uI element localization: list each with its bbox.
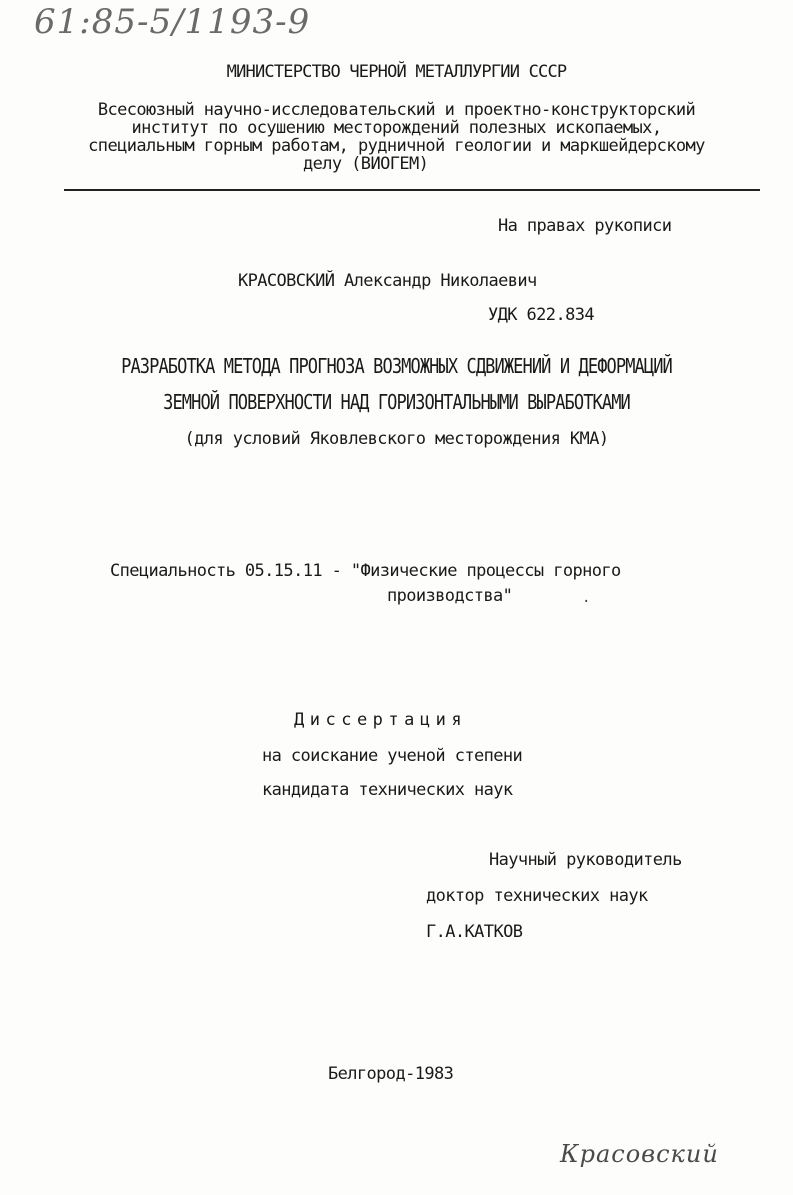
institute-line-3: специальным горным работам, рудничной геологии и маркшейдерскому: [88, 136, 705, 156]
supervisor-label: Научный руководитель: [489, 850, 682, 870]
supervisor-name: Г.А.КАТКОВ: [426, 922, 523, 942]
institute-line-2: институт по осушению месторождений полезных ископаемых,: [131, 118, 662, 138]
manuscript-note: На правах рукописи: [498, 216, 672, 236]
header-divider: [64, 189, 760, 191]
archive-mark: 61:85-5/1193-9: [34, 2, 311, 42]
institute-line-1: Всесоюзный научно-исследовательский и проектно-конструкторский: [97, 100, 696, 120]
supervisor-degree: доктор технических наук: [426, 886, 648, 906]
specialty-line-1: Специальность 05.15.11 - "Физические процессы горного: [110, 561, 621, 581]
dissertation-line-2: кандидата технических наук: [262, 780, 513, 800]
title-subtitle: (для условий Яковлевского месторождения КМА): [184, 429, 609, 449]
ministry-title: МИНИСТЕРСТВО ЧЕРНОЙ МЕТАЛЛУРГИИ СССР: [226, 62, 567, 82]
udc-code: УДК 622.834: [488, 305, 594, 325]
author-signature: Красовский: [560, 1140, 719, 1168]
stray-dot: .: [582, 590, 591, 606]
city-year: Белгород-1983: [328, 1064, 454, 1084]
author-name: КРАСОВСКИЙ Александр Николаевич: [238, 271, 537, 291]
dissertation-heading: Диссертация: [294, 710, 468, 730]
specialty-line-2: производства": [387, 586, 513, 606]
institute-line-4: делу (ВИОГЕМ): [303, 154, 429, 174]
dissertation-line-1: на соискание ученой степени: [262, 746, 523, 766]
title-line-2: ЗЕМНОЙ ПОВЕРХНОСТИ НАД ГОРИЗОНТАЛЬНЫМИ ВЫРАБОТКАМИ: [163, 391, 630, 415]
title-line-1: РАЗРАБОТКА МЕТОДА ПРОГНОЗА ВОЗМОЖНЫХ СДВИЖЕНИЙ И ДЕФОРМАЦИЙ: [121, 355, 672, 379]
